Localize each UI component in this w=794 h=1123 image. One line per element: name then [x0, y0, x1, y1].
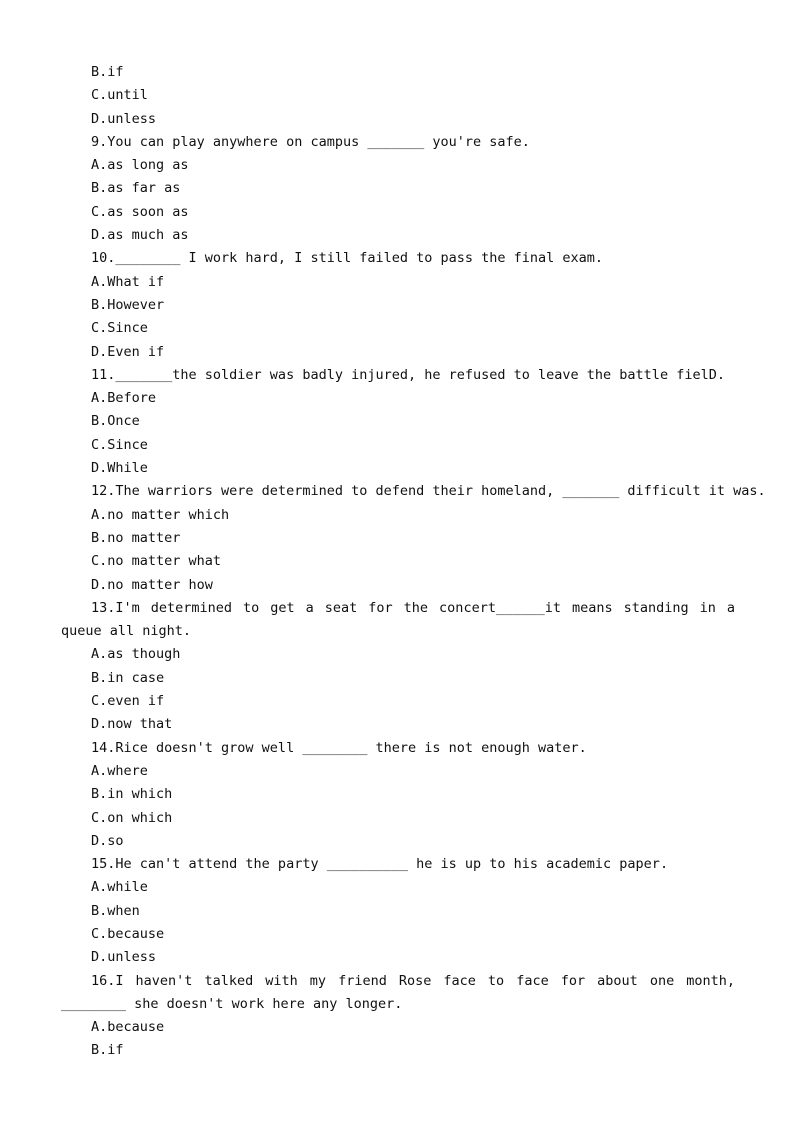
answer-option: B.Once	[91, 413, 140, 430]
answer-option: C.Since	[91, 436, 148, 453]
answer-option: A.as though	[91, 646, 181, 663]
answer-option: B.as far as	[91, 180, 181, 197]
answer-option: B.in case	[91, 669, 165, 686]
answer-option: D.While	[91, 460, 148, 477]
answer-option: C.as soon as	[91, 203, 189, 220]
answer-option: A.where	[91, 762, 148, 779]
question-stem: 13.I'm determined to get a seat for the concert______it means standing in a queue all night.	[61, 599, 735, 640]
answer-option: A.because	[91, 1019, 165, 1036]
answer-option: A.no matter which	[91, 506, 230, 523]
question-stem: 10.________ I work hard, I still failed to pass the final exam.	[91, 250, 604, 267]
answer-option: C.on which	[91, 809, 173, 826]
question-stem: 16.I haven't talked with my friend Rose face to face for about one month, ________ she doesn't work here any longer.	[61, 972, 735, 1012]
answer-option: D.no matter how	[91, 576, 213, 593]
answer-option: C.even if	[91, 693, 165, 710]
question-stem: 15.He can't attend the party __________ he is up to his academic paper.	[91, 856, 669, 873]
answer-option: C.because	[91, 925, 165, 942]
question-stem: 12.The warriors were determined to defend their homeland, _______ difficult it was.	[91, 483, 766, 500]
answer-option: D.unless	[91, 949, 157, 966]
answer-option: C.until	[91, 87, 148, 104]
answer-option: D.unless	[91, 110, 157, 127]
answer-option: D.Even if	[91, 343, 165, 360]
question-stem: 11._______the soldier was badly injured, he refused to leave the battle fielD.	[91, 366, 725, 383]
answer-option: A.Before	[91, 390, 157, 407]
answer-option: C.Since	[91, 320, 148, 337]
answer-option: D.now that	[91, 716, 173, 733]
answer-option: D.as much as	[91, 227, 189, 244]
answer-option: B.if	[91, 1042, 124, 1059]
answer-option: A.as long as	[91, 157, 189, 174]
answer-option: B.in which	[91, 786, 173, 803]
question-stem: 14.Rice doesn't grow well ________ there is not enough water.	[91, 739, 587, 756]
answer-option: B.However	[91, 296, 165, 313]
answer-option: B.when	[91, 902, 140, 919]
answer-option: B.no matter	[91, 529, 181, 546]
answer-option: B.if	[91, 64, 124, 80]
question-stem: 9.You can play anywhere on campus _______ you're safe.	[91, 133, 530, 150]
answer-option: A.What if	[91, 273, 165, 290]
exercise-text	[61, 61, 766, 1063]
answer-option: A.while	[91, 879, 148, 896]
answer-option: D.so	[91, 832, 124, 849]
answer-option: C.no matter what	[91, 553, 222, 570]
